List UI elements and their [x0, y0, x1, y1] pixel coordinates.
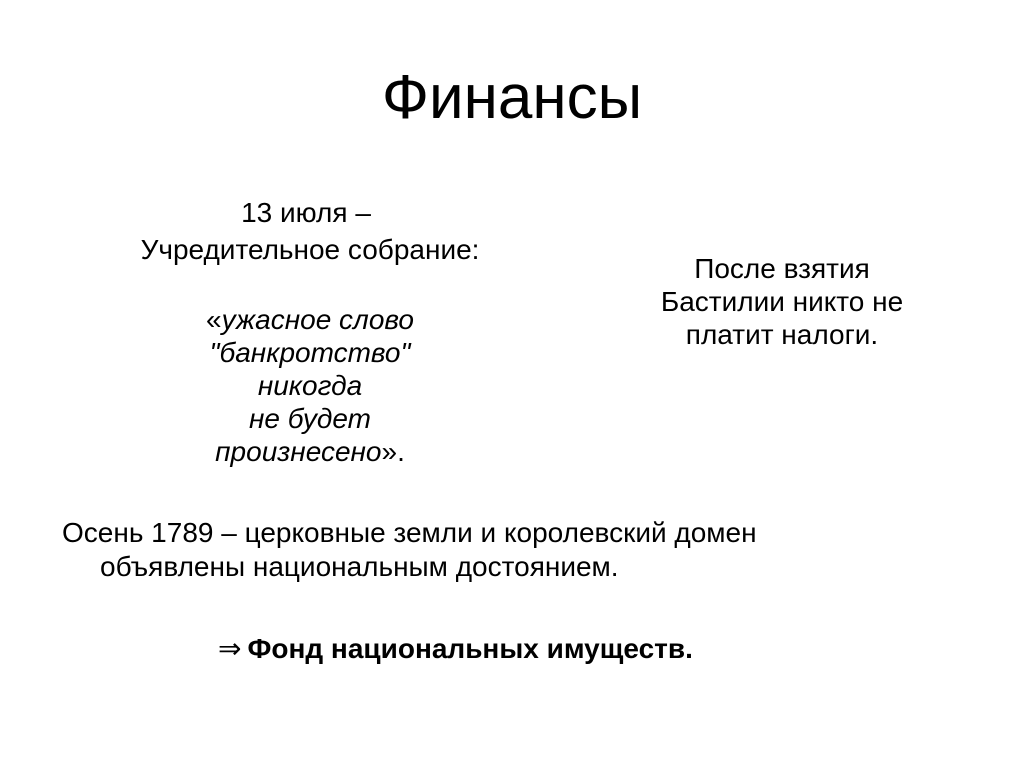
autumn-paragraph [62, 516, 962, 584]
assembly-text: Учредительное собрание: [140, 234, 480, 265]
implies-arrow-icon: ⇒ [218, 632, 242, 665]
quote-line-4: произнесено [215, 436, 382, 467]
fund-statement [218, 632, 693, 666]
right-line-1: После взятия [694, 253, 870, 284]
date-text: 13 июля – [241, 197, 371, 228]
fund-text: Фонд национальных имуществ. [247, 633, 693, 664]
quote-line-1: ужасное слово [221, 304, 414, 335]
left-text-block [60, 196, 560, 468]
slide-title: Финансы [381, 63, 643, 132]
quote-line-2: "банкротство" никогда [209, 337, 411, 401]
right-text-block [610, 252, 954, 351]
quote-text [170, 303, 450, 468]
quote-line-3: не будет [249, 403, 371, 434]
right-line-2: Бастилии никто не [660, 286, 904, 317]
autumn-line-2: объявлены национальным достоянием. [100, 551, 619, 582]
autumn-line-1: Осень 1789 – церковные земли и королевский домен [62, 517, 757, 548]
quote-close-mark: ». [381, 436, 405, 467]
right-line-3: платит налоги. [685, 319, 879, 350]
quote-open-mark: « [206, 304, 222, 335]
